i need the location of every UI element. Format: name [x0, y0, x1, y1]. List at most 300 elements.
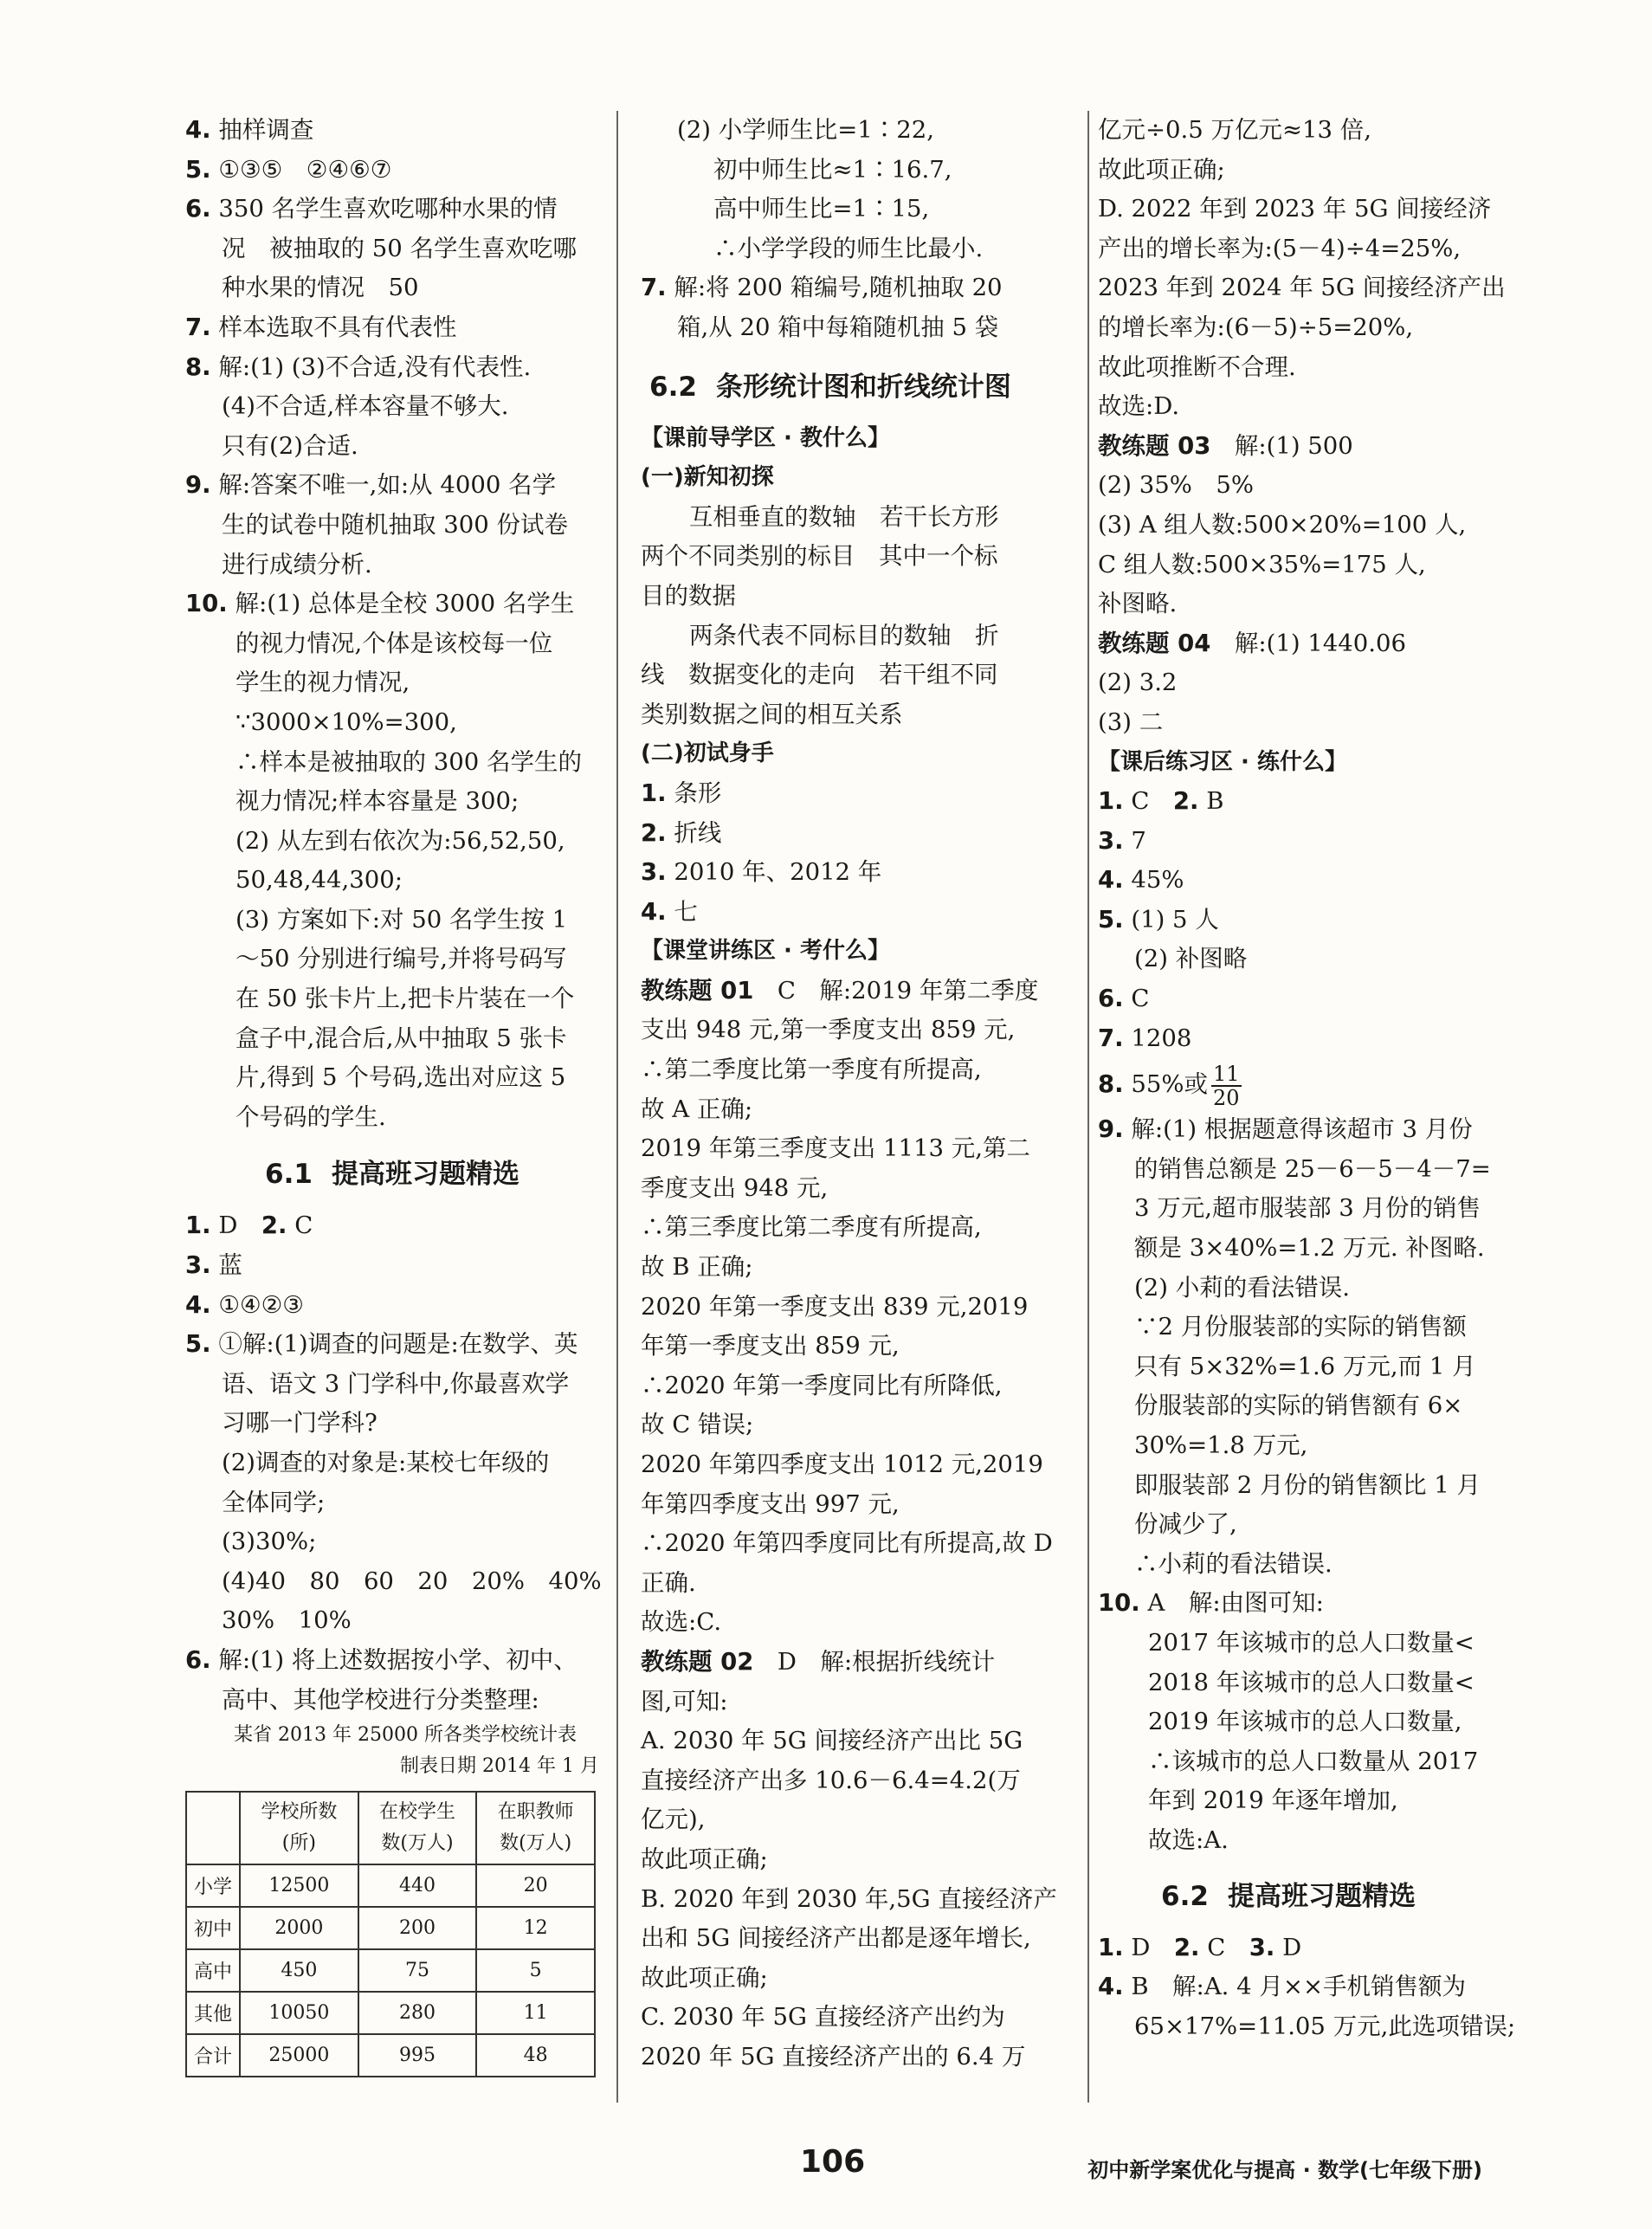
line-text: (2) 3.2 [1098, 669, 1178, 697]
line-text: 样本选取不具有代表性 [218, 313, 457, 341]
answers-block-2 [185, 1206, 602, 1720]
line-text: 1208 [1131, 1024, 1192, 1052]
line-text: 30%=1.8 万元, [1134, 1431, 1308, 1459]
text-line [185, 940, 599, 979]
text-line [641, 537, 1074, 577]
text-line [641, 1445, 1074, 1485]
column-1 [185, 111, 602, 2077]
line-text: 正确. [641, 1568, 696, 1597]
text-line [641, 498, 1074, 538]
column-divider-2 [1087, 111, 1089, 2103]
question-number: 2. [1173, 1933, 1200, 1961]
line-text: 2019 年第三季度支出 1113 元,第二 [641, 1134, 1030, 1163]
text-line [641, 1248, 1074, 1288]
table-cell: 其他 [186, 1992, 240, 2034]
text-line [185, 1562, 602, 1602]
text-line [185, 387, 599, 427]
line-text: 即服装部 2 月份的销售额比 1 月 [1134, 1470, 1481, 1499]
text-line [641, 1959, 1074, 1999]
line-text: 种水果的情况 50 [222, 274, 419, 302]
text-line [641, 1485, 1074, 1525]
text-line [641, 1366, 1074, 1406]
line-text: 65×17%=11.05 万元,此选项错误; [1134, 2012, 1516, 2040]
column-3 [1098, 111, 1516, 2046]
after-class-answers-2 [1098, 1110, 1491, 1860]
line-text: (4)不合适,样本容量不够大. [222, 392, 509, 421]
text-line [641, 190, 1074, 229]
line-text: 初中师生比≈1∶16.7, [713, 155, 952, 184]
text-line [1098, 1229, 1485, 1269]
new-knowledge-text [641, 498, 1074, 735]
line-text: ∴第三季度比第二季度有所提高, [641, 1213, 982, 1242]
text-line [1098, 2007, 1516, 2047]
text-line [641, 1090, 1074, 1130]
text-line [1098, 861, 1479, 901]
question-number: 9. [1098, 1115, 1124, 1144]
question-number: 9. [185, 471, 211, 500]
fraction [1211, 1063, 1242, 1109]
line-text: C [294, 1211, 313, 1240]
exercise-02-solution [641, 1683, 1074, 2077]
table-header-cell: 学校所数 (所) [240, 1792, 358, 1864]
table-cell: 450 [240, 1949, 358, 1992]
text-line [1098, 703, 1479, 743]
table-row [186, 1907, 595, 1949]
exercise-label: 教练题 01 [641, 976, 754, 1005]
text-line [1098, 308, 1479, 348]
line-text: ∵2 月份服装部的实际的销售额 [1134, 1313, 1467, 1341]
text-line [1098, 1664, 1479, 1703]
line-text: 线 数据变化的走向 若干组不同 [641, 661, 998, 689]
line-text: C 组人数:500×35%=175 人, [1098, 550, 1426, 578]
text-line [185, 1601, 599, 1641]
table-header-cell: 在校学生 数(万人) [358, 1792, 477, 1864]
line-text: 在 50 张卡片上,把卡片装在一个 [236, 985, 575, 1013]
line-text: 2020 年第四季度支出 1012 元,2019 [641, 1450, 1043, 1478]
line-text: 补图略. [1098, 590, 1178, 618]
text-line [185, 822, 599, 862]
table-cell: 440 [358, 1864, 477, 1907]
line-text: 故此项正确; [641, 1963, 768, 1992]
line-text: 年到 2019 年逐年增加, [1148, 1786, 1398, 1815]
table-row [186, 1949, 595, 1992]
line-text: 解:(1) 根据题意得该超市 3 月份 [1131, 1115, 1473, 1144]
text-line [185, 979, 599, 1019]
line-text: 45% [1131, 866, 1184, 895]
line-text: A. 2030 年 5G 间接经济产出比 5G [641, 1727, 1023, 1755]
line-text: 盒子中,混合后,从中抽取 5 张卡 [236, 1024, 567, 1052]
question-number: 4. [185, 116, 211, 144]
line-text: ∴该城市的总人口数量从 2017 [1148, 1747, 1479, 1775]
fraction-numerator: 11 [1212, 1061, 1240, 1086]
line-text: 高中师生比=1∶15, [713, 195, 930, 223]
line-text: 份服装部的实际的销售额有 6× [1134, 1392, 1463, 1420]
text-line [1098, 506, 1479, 546]
text-line [1098, 268, 1506, 308]
line-text: A 解:由图可知: [1147, 1589, 1324, 1618]
line-text: 直接经济产出多 10.6－6.4=4.2(万 [641, 1766, 1021, 1794]
text-line [641, 1011, 1074, 1050]
text-line [185, 1098, 599, 1138]
book-title: 初中新学案优化与提高 · 数学(七年级下册) [1087, 2158, 1482, 2182]
text-line [641, 656, 1074, 695]
line-text: D [218, 1211, 261, 1240]
subheading-new-knowledge: (一)新知初探 [641, 464, 774, 491]
zone-heading-after-class: 【课后练习区 · 练什么】 [1098, 748, 1347, 775]
after-class-answers [1098, 782, 1479, 1058]
text-line [185, 585, 599, 624]
question-number: 4. [185, 1290, 211, 1319]
line-text: 故此项正确; [641, 1845, 768, 1873]
table-cell: 11 [476, 1992, 595, 2034]
text-line [641, 1722, 1074, 1761]
text-line [185, 151, 599, 191]
line-text: 故选:C. [641, 1608, 722, 1637]
line-text: 折线 [674, 818, 722, 847]
exercise-text: 解:(1) 500 [1210, 431, 1353, 460]
text-line [1098, 546, 1479, 585]
table-cell: 25000 [240, 2034, 358, 2077]
line-text: 2018 年该城市的总人口数量< [1148, 1668, 1475, 1696]
exercise-02-solution-cont [1098, 111, 1506, 427]
text-line [641, 1405, 1074, 1445]
text-line [185, 348, 599, 388]
line-text: (3)30%; [222, 1528, 317, 1556]
answers-block-3 [641, 111, 1074, 348]
line-text: 解:(1) 将上述数据按小学、初中、 [218, 1645, 578, 1674]
zone-heading-pre-class: 【课前导学区 · 教什么】 [641, 424, 890, 451]
table-header-cell: 在职教师 数(万人) [476, 1792, 595, 1864]
text-line [1098, 1386, 1479, 1426]
table-cell: 20 [476, 1864, 595, 1907]
table-cell: 280 [358, 1992, 477, 2034]
question-number: 1. [641, 779, 667, 807]
answers-block-1 [185, 111, 599, 1137]
text-line [185, 1058, 599, 1098]
line-text: ①③⑤ ②④⑥⑦ [218, 155, 392, 184]
text-line [641, 2038, 1074, 2077]
line-text: 目的数据 [641, 581, 736, 610]
line-text: 解:(1) (3)不合适,没有代表性. [218, 352, 532, 381]
table-body [186, 1864, 595, 2077]
table-row [186, 2034, 595, 2077]
text-line [1098, 387, 1479, 427]
text-line [641, 814, 1074, 854]
line-text: ∴小学学段的师生比最小. [713, 234, 984, 262]
line-text: C [1207, 1933, 1249, 1961]
line-text: 2020 年 5G 直接经济产出的 6.4 万 [641, 2042, 1026, 2071]
exercise-03-line [1098, 427, 1479, 467]
line-text: 箱,从 20 箱中每箱随机抽 5 袋 [677, 313, 999, 341]
line-text: 故选:D. [1098, 392, 1180, 421]
line-text: (1) 5 人 [1131, 905, 1219, 934]
text-line [641, 1050, 1074, 1090]
line-text: 抽样调查 [218, 116, 314, 144]
line-text: (2) 小莉的看法错误. [1134, 1273, 1350, 1302]
fraction-denominator: 20 [1212, 1085, 1240, 1110]
line-text: 语、语文 3 门学科中,你最喜欢学 [222, 1369, 570, 1398]
exercise-label: 教练题 02 [641, 1647, 754, 1676]
text-line [185, 1641, 599, 1681]
section-title: 条形统计图和折线统计图 [715, 371, 1011, 403]
table-cell: 200 [358, 1907, 477, 1949]
line-text: 个号码的学生. [236, 1102, 386, 1131]
table-cell: 初中 [186, 1907, 240, 1949]
line-text: (3) 二 [1098, 707, 1164, 736]
line-text: 亿元÷0.5 万亿元≈13 倍, [1098, 116, 1372, 144]
answer-text: 55%或 [1131, 1070, 1208, 1099]
text-line [1098, 1584, 1479, 1624]
text-line [1098, 466, 1479, 506]
table-cell: 高中 [186, 1949, 240, 1992]
text-line [1098, 1110, 1479, 1150]
table-cell: 小学 [186, 1864, 240, 1907]
text-line [641, 1800, 1074, 1840]
line-text: 亿元), [641, 1806, 706, 1834]
text-line [641, 111, 1074, 151]
table-cell: 2000 [240, 1907, 358, 1949]
text-line [641, 151, 1074, 191]
text-line [185, 506, 599, 546]
table-row [186, 1864, 595, 1907]
exercise-label: 教练题 04 [1098, 629, 1211, 657]
text-line [1098, 1426, 1479, 1466]
text-line [185, 546, 599, 585]
column-2 [641, 111, 1074, 2077]
text-line [1098, 585, 1479, 624]
table-cell: 合计 [186, 2034, 240, 2077]
table-cell: 48 [476, 2034, 595, 2077]
text-line [1098, 348, 1479, 388]
text-line [641, 308, 1074, 348]
line-text: ∴样本是被抽取的 300 名学生的 [236, 747, 582, 776]
question-number: 6. [185, 195, 211, 223]
line-text: (2) 小学师生比=1∶22, [677, 116, 934, 144]
line-text: 只有 5×32%=1.6 万元,而 1 月 [1134, 1352, 1476, 1380]
line-text: 支出 948 元,第一季度支出 859 元, [641, 1016, 1016, 1044]
text-line [1098, 1545, 1479, 1585]
text-line [1098, 1742, 1479, 1782]
text-line [1098, 1308, 1479, 1347]
line-text: 7 [1131, 826, 1146, 855]
line-text: 年第四季度支出 997 元, [641, 1489, 900, 1518]
question-number: 10. [185, 590, 228, 618]
text-line [641, 1840, 1074, 1880]
line-text: 350 名学生喜欢吃哪种水果的情 [218, 195, 558, 223]
text-line [1098, 782, 1479, 822]
table-date: 制表日期 2014 年 1 月 [400, 1755, 599, 1778]
section-number: 6.1 [265, 1159, 313, 1191]
line-text: 生的试卷中随机抽取 300 份试卷 [222, 510, 568, 539]
question-number: 1. [1098, 787, 1124, 816]
question-number: 10. [1098, 1589, 1140, 1618]
question-number: 5. [185, 1330, 211, 1359]
line-text: D [1282, 1933, 1302, 1961]
line-text: ∴2020 年第四季度同比有所提高,故 D [641, 1529, 1053, 1558]
section-heading-6-1 [185, 1154, 599, 1194]
exercise-03-solution [1098, 466, 1479, 623]
question-number: 2. [641, 818, 667, 847]
text-line [1098, 1347, 1479, 1387]
text-line [641, 617, 1074, 656]
line-text: 的销售总额是 25－6－5－4－7= [1134, 1154, 1491, 1183]
text-line [185, 1522, 599, 1562]
question-number: 3. [641, 858, 667, 887]
line-text: 2023 年到 2024 年 5G 间接经济产出 [1098, 274, 1506, 302]
text-line [1098, 229, 1479, 269]
school-statistics-table [185, 1791, 596, 2077]
text-line [185, 901, 599, 940]
question-number: 2. [261, 1211, 287, 1240]
line-text: ①④②③ [218, 1290, 304, 1319]
text-line [641, 1327, 1074, 1366]
text-line [641, 774, 1074, 814]
text-line [185, 782, 599, 822]
section-heading-6-2-advanced [1098, 1877, 1479, 1916]
line-text: B 解:A. 4 月××手机销售额为 [1131, 1973, 1466, 2001]
line-text: 只有(2)合适. [222, 431, 358, 460]
text-line [185, 1483, 599, 1523]
line-text: 学生的视力情况, [236, 669, 410, 697]
exercise-04-solution [1098, 663, 1479, 742]
question-number: 7. [641, 274, 667, 302]
exercise-04-line [1098, 624, 1479, 664]
text-line [185, 1246, 599, 1286]
table-header-cell [186, 1792, 240, 1864]
text-line [1098, 1624, 1479, 1664]
line-text: 互相垂直的数轴 若干长方形 [689, 502, 999, 531]
text-line [185, 1019, 599, 1059]
line-text: 两条代表不同标目的数轴 折 [689, 621, 999, 649]
text-line [641, 1880, 1074, 1920]
question-number: 4. [641, 897, 667, 926]
text-line [185, 703, 599, 743]
text-line [185, 190, 599, 229]
line-text: ①解:(1)调查的问题是:在数学、英 [218, 1330, 578, 1359]
question-number: 1. [185, 1211, 211, 1240]
text-line [1098, 1967, 1479, 2007]
line-text: 解:(1) 总体是全校 3000 名学生 [235, 590, 575, 618]
line-text: (2)调查的对象是:某校七年级的 [222, 1449, 550, 1476]
text-line [1098, 190, 1492, 229]
line-text: 故此项推断不合理. [1098, 352, 1296, 381]
text-line [185, 663, 599, 703]
text-line [185, 743, 599, 783]
line-text: B [1206, 787, 1224, 816]
text-line [641, 1129, 1074, 1169]
section-title: 提高班习题精选 [331, 1159, 519, 1191]
question-number: 4. [1098, 1973, 1124, 2001]
text-line [185, 861, 599, 901]
text-line [185, 1325, 599, 1365]
line-text: 七 [674, 897, 698, 926]
question-number: 6. [185, 1645, 211, 1674]
text-line [185, 1206, 599, 1246]
table-cell: 75 [358, 1949, 477, 1992]
section-number: 6.2 [1161, 1880, 1209, 1912]
line-text: 产出的增长率为:(5－4)÷4=25%, [1098, 234, 1462, 262]
exercise-label: 教练题 03 [1098, 431, 1211, 460]
line-text: 季度支出 948 元, [641, 1173, 829, 1202]
line-text: 条形 [674, 779, 722, 807]
text-line [1098, 151, 1479, 191]
text-line [1098, 901, 1479, 940]
line-text: (3) 方案如下:对 50 名学生按 1 [236, 905, 568, 934]
question-number: 7. [1098, 1024, 1124, 1052]
line-text: 两个不同类别的标目 其中一个标 [641, 542, 998, 571]
line-text: 类别数据之间的相互关系 [641, 700, 903, 728]
table-cell: 10050 [240, 1992, 358, 2034]
text-line [641, 1919, 1074, 1959]
line-text: (2) 从左到右依次为:56,52,50, [236, 826, 565, 855]
text-line [185, 1681, 599, 1721]
table-cell: 995 [358, 2034, 477, 2077]
text-line [641, 577, 1074, 617]
line-text: 2019 年该城市的总人口数量, [1148, 1708, 1462, 1736]
line-text: 片,得到 5 个号码,选出对应这 5 [236, 1063, 566, 1092]
line-text: 份减少了, [1134, 1510, 1237, 1539]
exercise-text: C 解:2019 年第二季度 [753, 976, 1039, 1005]
line-text: D. 2022 年到 2023 年 5G 间接经济 [1098, 195, 1492, 223]
line-text: 故 A 正确; [641, 1095, 753, 1123]
text-line [641, 695, 1074, 735]
section-title: 提高班习题精选 [1227, 1880, 1416, 1912]
text-line [1098, 1466, 1479, 1506]
question-number: 5. [1098, 905, 1124, 934]
text-line [641, 1208, 1074, 1248]
line-text: 进行成绩分析. [222, 550, 372, 578]
text-line [641, 1169, 1074, 1209]
question-number: 3. [1249, 1933, 1275, 1961]
text-line [185, 1286, 599, 1326]
question-number: 8. [185, 352, 211, 381]
line-text: 故 C 错误; [641, 1411, 754, 1439]
text-line [641, 1683, 1074, 1722]
line-text: 视力情况;样本容量是 300; [236, 787, 519, 816]
text-line [1098, 1702, 1479, 1742]
line-text: (2) 35% 5% [1098, 471, 1254, 500]
line-text: 出和 5G 间接经济产出都是逐年增长, [641, 1924, 1031, 1953]
section-number: 6.2 [649, 371, 697, 403]
line-text: 高中、其他学校进行分类整理: [222, 1685, 539, 1714]
line-text: 解:将 200 箱编号,随机抽取 20 [674, 274, 1003, 302]
question-number: 8. [1098, 1070, 1124, 1099]
text-line [185, 1404, 599, 1444]
line-text: 30% 10% [222, 1606, 352, 1635]
text-line [1098, 822, 1479, 862]
text-line [185, 466, 599, 506]
line-text: D [1131, 1933, 1174, 1961]
line-text: 故 B 正确; [641, 1253, 753, 1282]
text-line [1098, 940, 1479, 979]
text-line [641, 268, 1074, 308]
line-text: ∴第二季度比第一季度有所提高, [641, 1056, 982, 1084]
page-number: 106 [800, 2144, 866, 2180]
question-number: 3. [1098, 826, 1124, 855]
line-text: C. 2030 年 5G 直接经济产出约为 [641, 2003, 1005, 2032]
line-text: 况 被抽取的 50 名学生喜欢吃哪 [222, 234, 577, 262]
table-header-row [186, 1792, 595, 1864]
table-cell: 12 [476, 1907, 595, 1949]
subheading-first-try: (二)初试身手 [641, 740, 774, 767]
line-text: 习哪一门学科? [222, 1409, 378, 1438]
text-line [1098, 1929, 1479, 1968]
exercise-01-line [641, 972, 1074, 1011]
first-try-answers [641, 774, 1074, 932]
column-divider-1 [616, 111, 618, 2103]
line-text: 额是 3×40%=1.2 万元. 补图略. [1134, 1234, 1485, 1263]
question-number: 3. [185, 1251, 211, 1280]
